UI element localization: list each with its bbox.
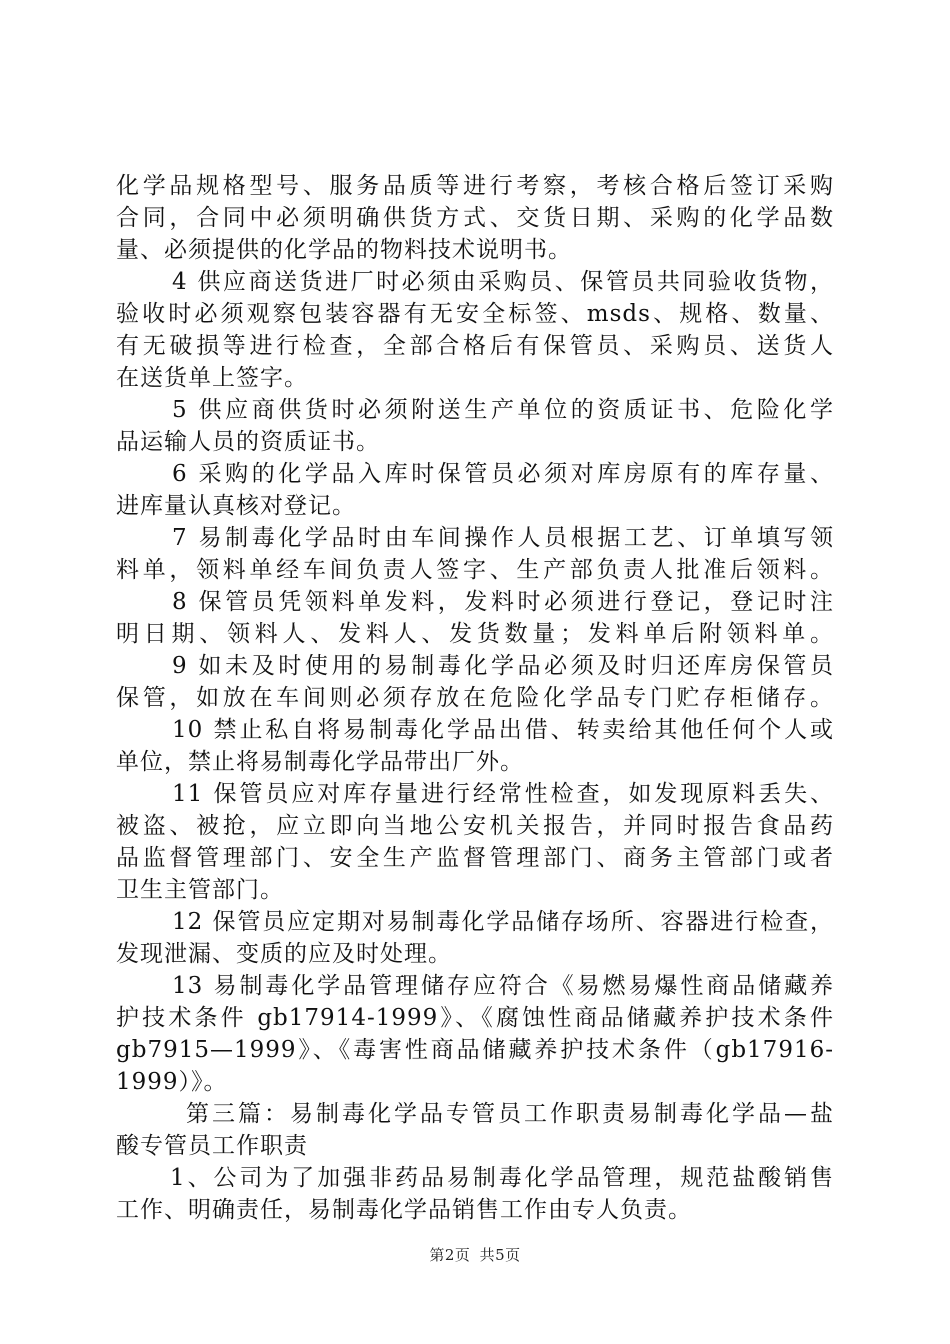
text-line: 品运输人员的资质证书。: [116, 429, 380, 455]
page-footer: [0, 1244, 950, 1265]
text-line: 工作、明确责任，易制毒化学品销售工作由专人负责。: [116, 1197, 692, 1223]
section-heading-line: 第三篇：易制毒化学品专管员工作职责易制毒化学品—盐: [186, 1101, 834, 1127]
text-line: 6 采购的化学品入库时保管员必须对库房原有的库存量、: [172, 461, 834, 487]
text-line: 进库量认真核对登记。: [116, 493, 356, 519]
text-line: 8 保管员凭领料单发料，发料时必须进行登记，登记时注: [172, 589, 834, 615]
text-line: 料单，领料单经车间负责人签字、生产部负责人批准后领料。: [116, 557, 834, 583]
text-line: 量、必须提供的化学品的物料技术说明书。: [116, 237, 572, 263]
text-line: 化学品规格型号、服务品质等进行考察，考核合格后签订采购: [116, 173, 834, 199]
text-line: 合同，合同中必须明确供货方式、交货日期、采购的化学品数: [116, 205, 834, 231]
text-line: 品监督管理部门、安全生产监督管理部门、商务主管部门或者: [116, 845, 834, 871]
text-line: 验收时必须观察包装容器有无安全标签、msds、规格、数量、: [116, 301, 834, 327]
text-line: 11 保管员应对库存量进行经常性检查，如发现原料丢失、: [172, 781, 834, 807]
text-line: 护技术条件 gb17914-1999》、《腐蚀性商品储藏养护技术条件: [116, 1005, 834, 1031]
text-line: gb7915—1999》、《毒害性商品储藏养护技术条件（gb17916-: [116, 1037, 834, 1063]
text-line: 明日期、领料人、发料人、发货数量；发料单后附领料单。: [116, 621, 834, 647]
text-line: 4 供应商送货进厂时必须由采购员、保管员共同验收货物，: [172, 269, 834, 295]
page-total: 共5页: [479, 1246, 521, 1264]
text-line: 卫生主管部门。: [116, 877, 284, 903]
text-line: 12 保管员应定期对易制毒化学品储存场所、容器进行检查，: [172, 909, 834, 935]
text-line: 发现泄漏、变质的应及时处理。: [116, 941, 452, 967]
text-line: 7 易制毒化学品时由车间操作人员根据工艺、订单填写领: [172, 525, 834, 551]
text-line: 单位，禁止将易制毒化学品带出厂外。: [116, 749, 524, 775]
text-line: 9 如未及时使用的易制毒化学品必须及时归还库房保管员: [172, 653, 834, 679]
text-line: 有无破损等进行检查，全部合格后有保管员、采购员、送货人: [116, 333, 834, 359]
text-line: 10 禁止私自将易制毒化学品出借、转卖给其他任何个人或: [172, 717, 834, 743]
text-line: 1、公司为了加强非药品易制毒化学品管理，规范盐酸销售: [170, 1165, 834, 1191]
document-body: [116, 170, 834, 1226]
text-line: 1999）》。: [116, 1069, 228, 1095]
text-line: 保管，如放在车间则必须存放在危险化学品专门贮存柜储存。: [116, 685, 834, 711]
page-number: 第2页: [429, 1246, 471, 1264]
text-line: 在送货单上签字。: [116, 365, 308, 391]
section-heading-line: 酸专管员工作职责: [116, 1133, 308, 1159]
text-line: 5 供应商供货时必须附送生产单位的资质证书、危险化学: [172, 397, 834, 423]
text-line: 13 易制毒化学品管理储存应符合《易燃易爆性商品储藏养: [172, 973, 834, 999]
text-line: 被盗、被抢，应立即向当地公安机关报告，并同时报告食品药: [116, 813, 834, 839]
